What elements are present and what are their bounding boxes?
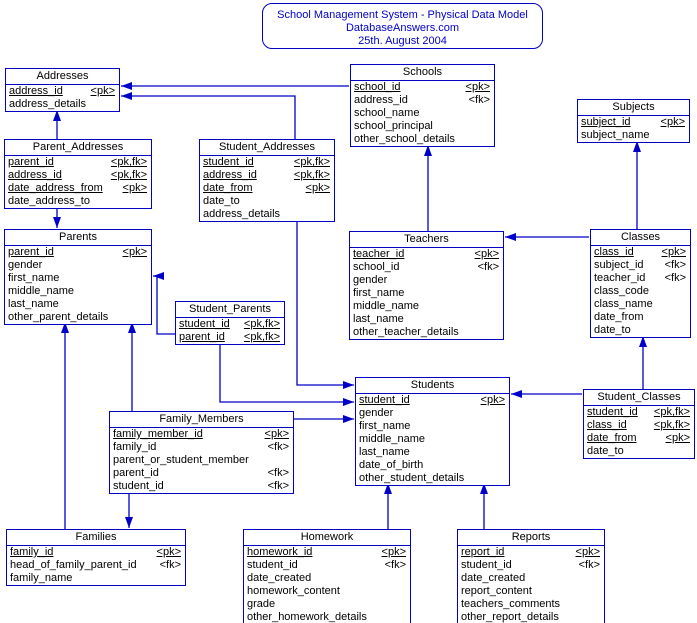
field-key-tag: <pk,fk> bbox=[293, 169, 330, 181]
field-key-tag: <pk,fk> bbox=[243, 318, 280, 330]
entity-student_parents[interactable] bbox=[175, 301, 285, 345]
field-row bbox=[591, 285, 690, 298]
arrowhead-icon bbox=[511, 390, 522, 398]
field-name: last_name bbox=[359, 446, 410, 458]
field-key-tag: <pk,fk> bbox=[653, 406, 690, 418]
field-key-tag: <pk> bbox=[305, 182, 330, 194]
arrowhead-icon bbox=[153, 272, 164, 280]
field-key-tag: <fk> bbox=[578, 559, 600, 571]
field-key-tag: <pk,fk> bbox=[110, 156, 147, 168]
field-key-tag: <pk> bbox=[665, 432, 690, 444]
field-name: date_of_birth bbox=[359, 459, 424, 471]
field-name: parent_or_student_member bbox=[113, 454, 249, 466]
field-row bbox=[356, 459, 509, 472]
arrowhead-icon bbox=[53, 217, 61, 228]
field-name: middle_name bbox=[8, 285, 75, 297]
field-name: family_name bbox=[10, 572, 73, 584]
field-row bbox=[5, 259, 151, 272]
field-row bbox=[200, 195, 334, 208]
field-name: head_of_family_parent_id bbox=[10, 559, 137, 571]
field-name: first_name bbox=[359, 420, 411, 432]
entity-addresses[interactable] bbox=[5, 68, 120, 112]
field-row bbox=[584, 432, 694, 445]
field-name: report_content bbox=[461, 585, 532, 597]
field-name: other_school_details bbox=[354, 133, 455, 145]
field-name: grade bbox=[247, 598, 276, 610]
field-row bbox=[356, 394, 509, 407]
field-key-tag: <pk> bbox=[575, 546, 600, 558]
entity-schools[interactable] bbox=[350, 64, 495, 147]
field-row bbox=[350, 261, 503, 274]
field-key-tag: <fk> bbox=[267, 467, 289, 479]
field-name: first_name bbox=[353, 287, 405, 299]
field-key-tag: <pk> bbox=[480, 394, 505, 406]
entity-homework[interactable] bbox=[243, 529, 411, 623]
entity-title: Teachers bbox=[350, 232, 503, 248]
field-row bbox=[176, 318, 284, 331]
entity-parents[interactable] bbox=[4, 229, 152, 325]
field-row bbox=[458, 546, 604, 559]
field-name: first_name bbox=[8, 272, 60, 284]
field-name: homework_content bbox=[247, 585, 340, 597]
field-row bbox=[584, 419, 694, 432]
field-row bbox=[5, 182, 151, 195]
entity-families[interactable] bbox=[6, 529, 186, 586]
field-name: school_name bbox=[354, 107, 420, 119]
field-name: address_id bbox=[203, 169, 257, 181]
field-name: date_from bbox=[587, 432, 637, 444]
field-name: other_student_details bbox=[359, 472, 465, 484]
field-row bbox=[5, 311, 151, 324]
field-row bbox=[351, 94, 494, 107]
field-row bbox=[351, 107, 494, 120]
field-row bbox=[5, 195, 151, 208]
field-key-tag: <fk> bbox=[159, 559, 181, 571]
field-key-tag: <pk> bbox=[381, 546, 406, 558]
entity-reports[interactable] bbox=[457, 529, 605, 623]
field-row bbox=[5, 169, 151, 182]
field-row bbox=[356, 472, 509, 485]
field-row bbox=[351, 81, 494, 94]
field-name: other_teacher_details bbox=[353, 326, 459, 338]
field-row bbox=[244, 611, 410, 623]
entity-student_classes[interactable] bbox=[583, 389, 695, 459]
field-name: other_homework_details bbox=[247, 611, 367, 623]
field-key-tag: <pk,fk> bbox=[243, 331, 280, 343]
field-row bbox=[591, 259, 690, 272]
field-row bbox=[5, 298, 151, 311]
field-name: address_id bbox=[8, 169, 62, 181]
field-row bbox=[356, 433, 509, 446]
field-name: middle_name bbox=[353, 300, 420, 312]
field-row bbox=[591, 311, 690, 324]
diagram-title: School Management System - Physical Data Model bbox=[277, 9, 528, 21]
diagram-date: 25th. August 2004 bbox=[358, 35, 447, 47]
arrowhead-icon bbox=[343, 381, 354, 389]
arrowhead-icon bbox=[343, 398, 354, 406]
field-name: teachers_comments bbox=[461, 598, 561, 610]
entity-title: Families bbox=[7, 530, 185, 546]
field-key-tag: <pk> bbox=[661, 246, 686, 258]
entity-family_members[interactable] bbox=[109, 411, 294, 494]
arrowhead-icon bbox=[343, 415, 354, 423]
field-key-tag: <pk> bbox=[465, 81, 490, 93]
field-name: subject_id bbox=[581, 116, 631, 128]
field-row bbox=[7, 546, 185, 559]
field-row bbox=[458, 611, 604, 623]
field-row bbox=[350, 287, 503, 300]
field-name: student_id bbox=[359, 394, 410, 406]
field-name: address_id bbox=[354, 94, 408, 106]
field-row bbox=[591, 324, 690, 337]
entity-title: Student_Addresses bbox=[200, 140, 334, 156]
field-name: date_created bbox=[247, 572, 312, 584]
field-row bbox=[200, 208, 334, 221]
field-name: teacher_id bbox=[594, 272, 646, 284]
field-key-tag: <pk> bbox=[474, 248, 499, 260]
field-row bbox=[6, 98, 119, 111]
field-name: parent_id bbox=[8, 156, 54, 168]
field-key-tag: <pk,fk> bbox=[293, 156, 330, 168]
field-name: date_address_from bbox=[8, 182, 103, 194]
field-name: homework_id bbox=[247, 546, 313, 558]
field-name: class_name bbox=[594, 298, 653, 310]
field-row bbox=[350, 274, 503, 287]
field-row bbox=[110, 467, 293, 480]
field-name: student_id bbox=[113, 480, 164, 492]
field-key-tag: <pk,fk> bbox=[110, 169, 147, 181]
field-row bbox=[351, 120, 494, 133]
field-name: school_id bbox=[354, 81, 401, 93]
field-name: student_id bbox=[247, 559, 298, 571]
entity-student_addresses[interactable] bbox=[199, 139, 335, 222]
entity-title: Classes bbox=[591, 230, 690, 246]
field-row bbox=[578, 116, 689, 129]
field-row bbox=[244, 546, 410, 559]
field-name: parent_id bbox=[113, 467, 159, 479]
field-row bbox=[244, 598, 410, 611]
field-key-tag: <fk> bbox=[477, 261, 499, 273]
entity-title: Addresses bbox=[6, 69, 119, 85]
field-row bbox=[176, 331, 284, 344]
field-row bbox=[5, 272, 151, 285]
field-name: student_id bbox=[587, 406, 638, 418]
field-row bbox=[110, 480, 293, 493]
field-name: parent_id bbox=[179, 331, 225, 343]
field-row bbox=[200, 156, 334, 169]
field-name: class_id bbox=[587, 419, 627, 431]
arrowhead-icon bbox=[121, 82, 132, 90]
field-name: teacher_id bbox=[353, 248, 405, 260]
field-name: student_id bbox=[179, 318, 230, 330]
connector-student_addresses-addresses bbox=[121, 96, 295, 139]
field-row bbox=[458, 559, 604, 572]
entity-title: Student_Parents bbox=[176, 302, 284, 318]
field-name: address_id bbox=[9, 85, 63, 97]
field-row bbox=[7, 559, 185, 572]
field-key-tag: <fk> bbox=[384, 559, 406, 571]
connector-student_addresses-students bbox=[297, 218, 354, 385]
field-row bbox=[6, 85, 119, 98]
field-name: subject_id bbox=[594, 259, 644, 271]
diagram-subtitle: DatabaseAnswers.com bbox=[345, 22, 460, 34]
field-name: date_to bbox=[203, 195, 240, 207]
entity-title: Reports bbox=[458, 530, 604, 546]
field-name: school_id bbox=[353, 261, 400, 273]
field-key-tag: <pk,fk> bbox=[653, 419, 690, 431]
field-row bbox=[110, 441, 293, 454]
field-row bbox=[458, 598, 604, 611]
field-row bbox=[351, 133, 494, 146]
field-name: family_id bbox=[113, 441, 157, 453]
field-row bbox=[458, 585, 604, 598]
field-key-tag: <pk> bbox=[156, 546, 181, 558]
entity-title: Schools bbox=[351, 65, 494, 81]
field-row bbox=[350, 248, 503, 261]
field-name: class_id bbox=[594, 246, 634, 258]
entity-title: Homework bbox=[244, 530, 410, 546]
entity-classes[interactable] bbox=[590, 229, 691, 338]
field-row bbox=[7, 572, 185, 585]
field-name: last_name bbox=[353, 313, 404, 325]
field-row bbox=[584, 406, 694, 419]
field-name: subject_name bbox=[581, 129, 650, 141]
field-name: address_details bbox=[203, 208, 281, 220]
field-row bbox=[591, 272, 690, 285]
field-row bbox=[350, 326, 503, 339]
entity-title: Student_Classes bbox=[584, 390, 694, 406]
field-row bbox=[200, 169, 334, 182]
field-name: student_id bbox=[461, 559, 512, 571]
connector-student_parents-parents bbox=[153, 276, 175, 334]
field-row bbox=[5, 246, 151, 259]
field-key-tag: <pk> bbox=[660, 116, 685, 128]
field-row bbox=[244, 559, 410, 572]
field-name: date_from bbox=[594, 311, 644, 323]
field-key-tag: <fk> bbox=[267, 441, 289, 453]
field-name: parent_id bbox=[8, 246, 54, 258]
field-name: family_member_id bbox=[113, 428, 203, 440]
field-row bbox=[591, 246, 690, 259]
connector-student_parents-students bbox=[220, 342, 354, 402]
field-name: school_principal bbox=[354, 120, 433, 132]
field-name: date_address_to bbox=[8, 195, 90, 207]
field-name: report_id bbox=[461, 546, 505, 558]
field-name: date_to bbox=[594, 324, 631, 336]
field-row bbox=[350, 300, 503, 313]
field-name: date_created bbox=[461, 572, 526, 584]
field-row bbox=[356, 407, 509, 420]
field-name: gender bbox=[359, 407, 394, 419]
field-key-tag: <pk> bbox=[264, 428, 289, 440]
field-name: gender bbox=[353, 274, 388, 286]
arrowhead-icon bbox=[505, 233, 516, 241]
field-row bbox=[5, 156, 151, 169]
field-key-tag: <fk> bbox=[664, 259, 686, 271]
field-name: other_report_details bbox=[461, 611, 559, 623]
field-key-tag: <fk> bbox=[267, 480, 289, 492]
field-key-tag: <fk> bbox=[664, 272, 686, 284]
entity-title: Parent_Addresses bbox=[5, 140, 151, 156]
field-row bbox=[244, 572, 410, 585]
field-row bbox=[5, 285, 151, 298]
entity-title: Parents bbox=[5, 230, 151, 246]
field-name: date_to bbox=[587, 445, 624, 457]
field-name: student_id bbox=[203, 156, 254, 168]
field-name: middle_name bbox=[359, 433, 426, 445]
entity-subjects[interactable] bbox=[577, 99, 690, 143]
entity-title: Students bbox=[356, 378, 509, 394]
field-key-tag: <pk> bbox=[90, 85, 115, 97]
field-name: gender bbox=[8, 259, 43, 271]
entity-parent_addresses[interactable] bbox=[4, 139, 152, 209]
field-key-tag: <pk> bbox=[122, 182, 147, 194]
field-name: other_parent_details bbox=[8, 311, 109, 323]
diagram-title-box bbox=[262, 3, 543, 49]
field-name: last_name bbox=[8, 298, 59, 310]
field-row bbox=[350, 313, 503, 326]
field-row bbox=[458, 572, 604, 585]
field-key-tag: <fk> bbox=[468, 94, 490, 106]
field-row bbox=[110, 428, 293, 441]
field-name: date_from bbox=[203, 182, 253, 194]
field-name: class_code bbox=[594, 285, 650, 297]
field-name: address_details bbox=[9, 98, 87, 110]
entity-title: Subjects bbox=[578, 100, 689, 116]
arrowhead-icon bbox=[121, 92, 132, 100]
field-row bbox=[356, 420, 509, 433]
field-name: family_id bbox=[10, 546, 54, 558]
field-row bbox=[591, 298, 690, 311]
field-row bbox=[578, 129, 689, 142]
field-row bbox=[244, 585, 410, 598]
field-row bbox=[110, 454, 293, 467]
field-row bbox=[584, 445, 694, 458]
field-key-tag: <pk> bbox=[122, 246, 147, 258]
field-row bbox=[200, 182, 334, 195]
entity-teachers[interactable] bbox=[349, 231, 504, 340]
arrowhead-icon bbox=[125, 517, 133, 528]
entity-students[interactable] bbox=[355, 377, 510, 486]
field-row bbox=[356, 446, 509, 459]
entity-title: Family_Members bbox=[110, 412, 293, 428]
